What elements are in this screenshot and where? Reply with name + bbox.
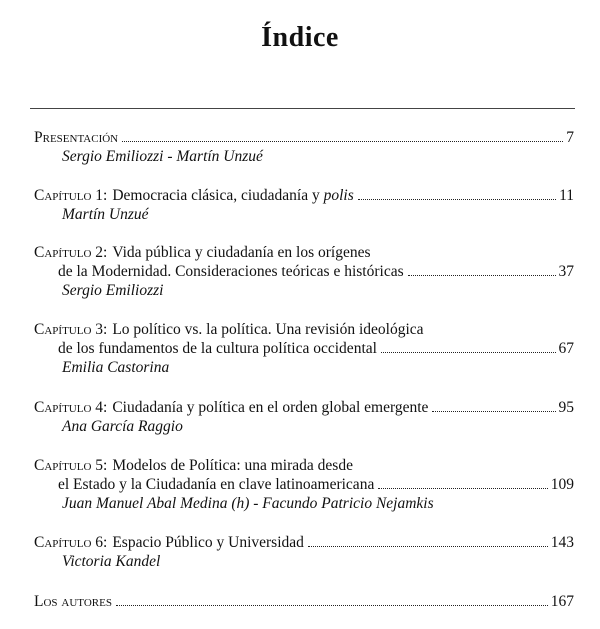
dot-leader <box>358 199 556 200</box>
page-number: 95 <box>558 399 574 416</box>
entry-label: Capítulo 3: <box>34 321 108 338</box>
dot-leader <box>432 411 555 412</box>
italic-term: polis <box>323 187 354 204</box>
entry-title: Democracia clásica, ciudadanía y polis <box>112 187 354 204</box>
entry-title-continued: de la Modernidad. Consideraciones teóricas e históricas <box>58 263 404 280</box>
entry-title: Lo político vs. la política. Una revisión ideológica <box>112 321 424 338</box>
entry-author: Sergio Emiliozzi - Martín Unzué <box>62 148 263 165</box>
toc-entry-capitulo-1[interactable] <box>34 186 574 224</box>
toc-entry-los-autores[interactable] <box>34 592 574 611</box>
toc-entry-line <box>34 186 574 205</box>
toc-entry-capitulo-5[interactable] <box>34 456 574 513</box>
toc-entry-line <box>34 339 574 358</box>
title-divider <box>30 108 575 109</box>
entry-author: Emilia Castorina <box>62 359 170 376</box>
entry-label: Presentación <box>34 129 119 146</box>
entry-label: Capítulo 2: <box>34 244 108 261</box>
page-number: 143 <box>550 534 574 551</box>
entry-label: Capítulo 1: <box>34 187 108 204</box>
entry-author: Ana García Raggio <box>62 418 183 435</box>
toc-entry-line <box>34 533 574 552</box>
entry-label: Capítulo 6: <box>34 534 108 551</box>
toc-entry-presentacion[interactable] <box>34 128 574 166</box>
entry-author: Sergio Emiliozzi <box>62 282 164 299</box>
page-number: 7 <box>566 129 574 146</box>
entry-title-continued: el Estado y la Ciudadanía en clave latinoamericana <box>58 476 375 493</box>
entry-title-continued: de los fundamentos de la cultura política occidental <box>58 340 377 357</box>
toc-entry-capitulo-3[interactable] <box>34 320 574 377</box>
page-number: 109 <box>550 476 574 493</box>
entry-label: Capítulo 4: <box>34 399 108 416</box>
dot-leader <box>378 488 547 489</box>
dot-leader <box>408 275 556 276</box>
entry-title: Modelos de Política: una mirada desde <box>112 457 353 474</box>
entry-label: Los autores <box>34 593 112 610</box>
page-number: 11 <box>559 187 574 204</box>
page-number: 37 <box>558 263 574 280</box>
entry-author: Martín Unzué <box>62 206 149 223</box>
toc-entry-capitulo-6[interactable] <box>34 533 574 571</box>
entry-author: Victoria Kandel <box>62 553 161 570</box>
page-number: 167 <box>550 593 574 610</box>
dot-leader <box>116 605 548 606</box>
toc-entry-line <box>34 320 574 339</box>
toc-entry-line <box>34 128 574 147</box>
page-number: 67 <box>558 340 574 357</box>
dot-leader <box>122 141 563 142</box>
toc-entry-line <box>34 456 574 475</box>
entry-title: Vida pública y ciudadanía en los orígenes <box>112 244 371 261</box>
toc-entry-line <box>34 592 574 611</box>
entry-label: Capítulo 5: <box>34 457 108 474</box>
toc-entry-line <box>34 243 574 262</box>
dot-leader <box>381 352 556 353</box>
toc-entry-line <box>34 398 574 417</box>
toc-entry-capitulo-4[interactable] <box>34 398 574 436</box>
toc-entry-capitulo-2[interactable] <box>34 243 574 300</box>
entry-title: Espacio Público y Universidad <box>112 534 304 551</box>
toc-entry-line <box>34 262 574 281</box>
dot-leader <box>308 546 548 547</box>
toc-entry-line <box>34 475 574 494</box>
entry-author: Juan Manuel Abal Medina (h) - Facundo Patricio Nejamkis <box>62 495 434 512</box>
entry-title: Ciudadanía y política en el orden global emergente <box>112 399 429 416</box>
page-title: Índice <box>261 22 339 53</box>
